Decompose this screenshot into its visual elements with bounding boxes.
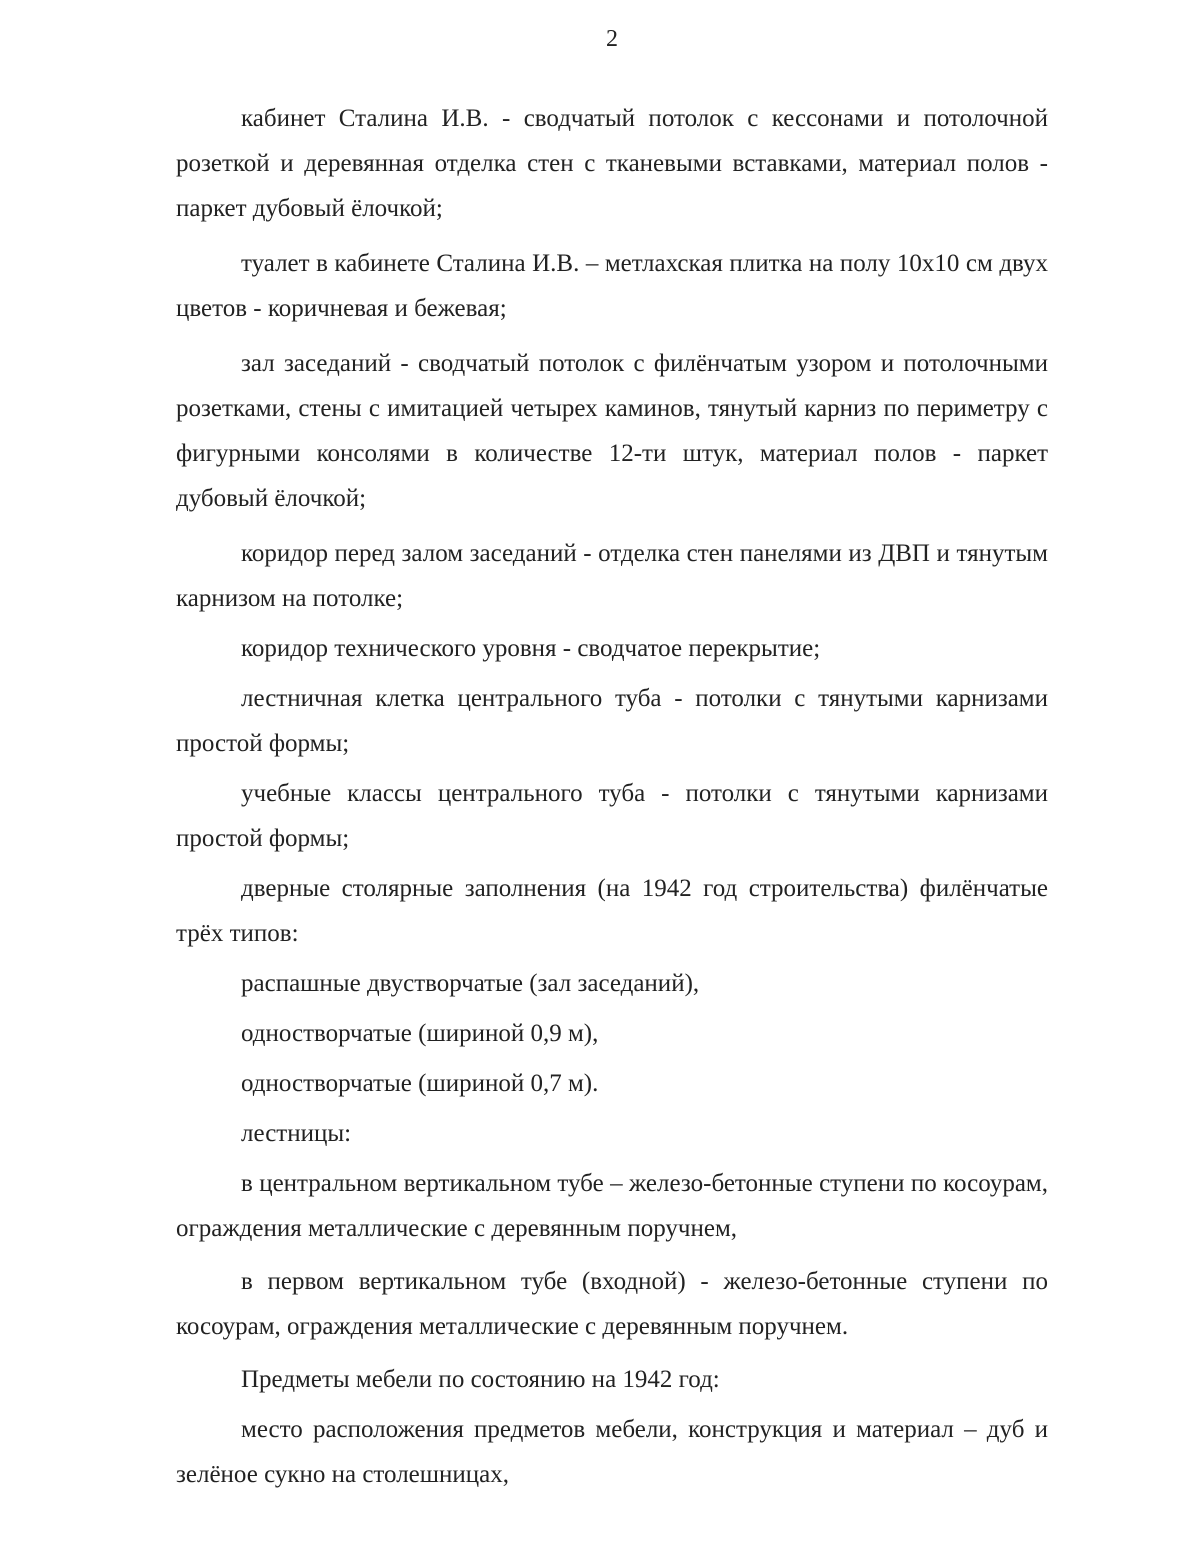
document-body xyxy=(176,96,1048,1497)
page-number: 2 xyxy=(606,26,618,52)
paragraph-stairs-first: в первом вертикальном тубе (входной) - железо-бетонные ступени по косоурам, ограждения металлические с деревянным поручнем. xyxy=(176,1268,1048,1340)
paragraph-doors: дверные столярные заполнения (на 1942 год строительства) филёнчатые трёх типов: xyxy=(176,875,1048,947)
paragraph-corridor-hall: коридор перед залом заседаний - отделка стен панелями из ДВП и тянутым карнизом на потолке; xyxy=(176,540,1048,612)
paragraph-toilet: туалет в кабинете Сталина И.В. – метлахская плитка на полу 10х10 см двух цветов - коричневая и бежевая; xyxy=(176,250,1048,322)
paragraph-classrooms: учебные классы центрального туба - потолки с тянутыми карнизами простой формы; xyxy=(176,780,1048,852)
paragraph-furniture-heading: Предметы мебели по состоянию на 1942 год: xyxy=(241,1366,720,1393)
paragraph-meeting-hall: зал заседаний - сводчатый потолок с филёнчатым узором и потолочными розетками, стены с имитацией четырех каминов, тянутый карниз по периметру с фигурными консолями в количестве 12-ти штук, материал полов - паркет дубовый ёлочкой; xyxy=(176,350,1048,512)
paragraph-technical-corridor: коридор технического уровня - сводчатое перекрытие; xyxy=(241,635,821,662)
paragraph-door-type-0-9: одностворчатые (шириной 0,9 м), xyxy=(241,1020,599,1047)
paragraph-stairs-heading: лестницы: xyxy=(241,1120,352,1147)
paragraph-door-type-double: распашные двустворчатые (зал заседаний), xyxy=(241,970,700,997)
paragraph-stairs-central: в центральном вертикальном тубе – железо-бетонные ступени по косоурам, ограждения металлические с деревянным поручнем, xyxy=(176,1170,1048,1242)
paragraph-furniture-details: место расположения предметов мебели, конструкция и материал – дуб и зелёное сукно на столешницах, xyxy=(176,1416,1048,1488)
paragraph-staircase: лестничная клетка центрального туба - потолки с тянутыми карнизами простой формы; xyxy=(176,685,1048,757)
paragraph-stalin-office: кабинет Сталина И.В. - сводчатый потолок с кессонами и потолочной розеткой и деревянная отделка стен с тканевыми вставками, материал полов - паркет дубовый ёлочкой; xyxy=(176,105,1048,222)
paragraph-door-type-0-7: одностворчатые (шириной 0,7 м). xyxy=(241,1070,599,1097)
